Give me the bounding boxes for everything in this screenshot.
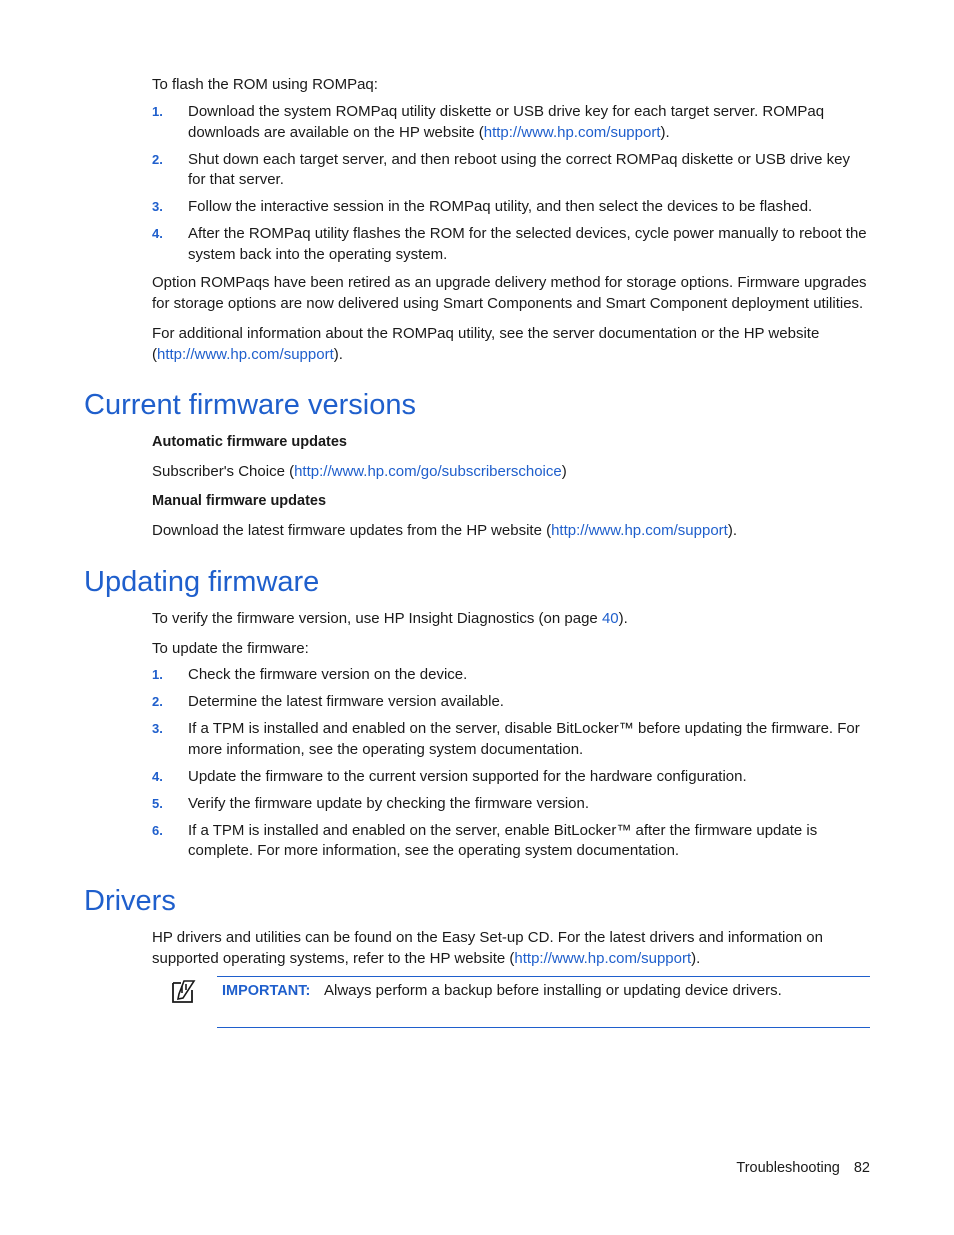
paragraph-text-end: ). (727, 522, 737, 539)
subscribers-choice-line (152, 462, 870, 483)
step-number: 6. (152, 822, 163, 838)
step-text-end: ). (660, 123, 670, 141)
list-item (152, 719, 870, 760)
important-label: IMPORTANT: (222, 983, 311, 999)
update-firmware-lead: To update the firmware: (152, 640, 309, 657)
step-text: Update the firmware to the current version supported for the hardware configuration. (188, 767, 747, 785)
step-number: 1. (152, 104, 163, 119)
step-text: Verify the firmware update by checking the firmware version. (188, 794, 590, 812)
paragraph-text-end: ) (561, 463, 567, 480)
paragraph-text: Download the latest firmware updates from the HP website ( (152, 522, 552, 539)
step-number: 3. (152, 721, 163, 736)
step-number: 2. (152, 694, 163, 709)
section-heading-drivers: Drivers (84, 885, 176, 917)
list-item (152, 692, 870, 713)
verify-firmware-line (152, 609, 870, 630)
section-heading-updating-firmware: Updating firmware (84, 566, 320, 598)
step-number: 1. (152, 667, 163, 682)
paragraph-text: To verify the firmware version, use HP Insight Diagnostics (on page (152, 610, 602, 627)
footer-section-name: Troubleshooting (736, 1160, 840, 1176)
step-number: 3. (152, 199, 163, 214)
page-number: 82 (853, 1160, 870, 1176)
option-rompaq-paragraph: Option ROMPaqs have been retired as an upgrade delivery method for storage options. Firmware upgrades for storage options are now delivered using Smart Components and Smart Component deployment utilities. (152, 274, 867, 312)
subheading-automatic-updates: Automatic firmware updates (152, 434, 347, 450)
step-text: After the ROMPaq utility flashes the ROM for the selected devices, cycle power manually to reboot the system back into the operating system. (188, 225, 867, 263)
list-item (152, 821, 870, 862)
list-item (152, 197, 870, 218)
section-heading-current-firmware: Current firmware versions (84, 389, 416, 421)
paragraph-text-end: ). (618, 610, 628, 627)
list-item (152, 767, 870, 788)
step-text: Shut down each target server, and then reboot using the correct ROMPaq diskette or USB drive key for that server. (188, 150, 851, 188)
paragraph-text: For additional information about the ROMPaq utility, see the server documentation or the HP website ( (152, 325, 820, 363)
step-number: 2. (152, 151, 163, 167)
step-number: 4. (152, 226, 163, 241)
list-item (152, 794, 870, 815)
manual-updates-line (152, 521, 870, 542)
list-item (152, 224, 870, 265)
step-text: If a TPM is installed and enabled on the server, disable BitLocker™ before updating the firmware. For more information, see the operating system documentation. (188, 720, 860, 758)
subheading-manual-updates: Manual firmware updates (152, 493, 327, 509)
hp-support-link[interactable]: http://www.hp.com/support (514, 949, 692, 967)
page-footer (736, 1158, 870, 1179)
step-number: 5. (152, 795, 163, 811)
subscribers-choice-link[interactable]: http://www.hp.com/go/subscriberschoice (294, 463, 562, 480)
page-reference-link[interactable]: 40 (601, 610, 619, 627)
step-text: Determine the latest firmware version available. (188, 693, 504, 710)
step-text: Check the firmware version on the device. (188, 666, 468, 683)
important-note-icon (170, 978, 196, 1004)
important-notice (217, 976, 870, 1028)
important-text: Always perform a backup before installing or updating device drivers. (324, 982, 782, 999)
list-item (152, 150, 870, 191)
step-text: Follow the interactive session in the ROMPaq utility, and then select the devices to be flashed. (188, 198, 813, 215)
hp-support-link[interactable]: http://www.hp.com/support (157, 345, 334, 363)
list-item (152, 665, 870, 686)
hp-support-link[interactable]: http://www.hp.com/support (483, 123, 661, 141)
paragraph-text: Subscriber's Choice ( (152, 463, 295, 480)
drivers-paragraph (152, 928, 870, 969)
rompaq-steps (152, 102, 870, 272)
list-item (152, 102, 870, 143)
hp-support-link[interactable]: http://www.hp.com/support (551, 522, 728, 539)
step-text: Download the system ROMPaq utility diskette or USB drive key for each target server. ROMPaq downloads are available on the HP website ( (188, 103, 825, 141)
intro-lead: To flash the ROM using ROMPaq: (152, 76, 378, 93)
paragraph-text: HP drivers and utilities can be found on the Easy Set-up CD. For the latest drivers and information on supported operating systems, refer to the HP website ( (152, 929, 823, 967)
update-steps (152, 665, 870, 868)
additional-info-paragraph (152, 324, 870, 365)
step-text: If a TPM is installed and enabled on the server, enable BitLocker™ after the firmware update is complete. For more information, see the operating system documentation. (188, 821, 818, 859)
step-number: 4. (152, 768, 163, 784)
paragraph-text-end: ). (691, 949, 701, 967)
paragraph-text-end: ). (333, 345, 343, 363)
